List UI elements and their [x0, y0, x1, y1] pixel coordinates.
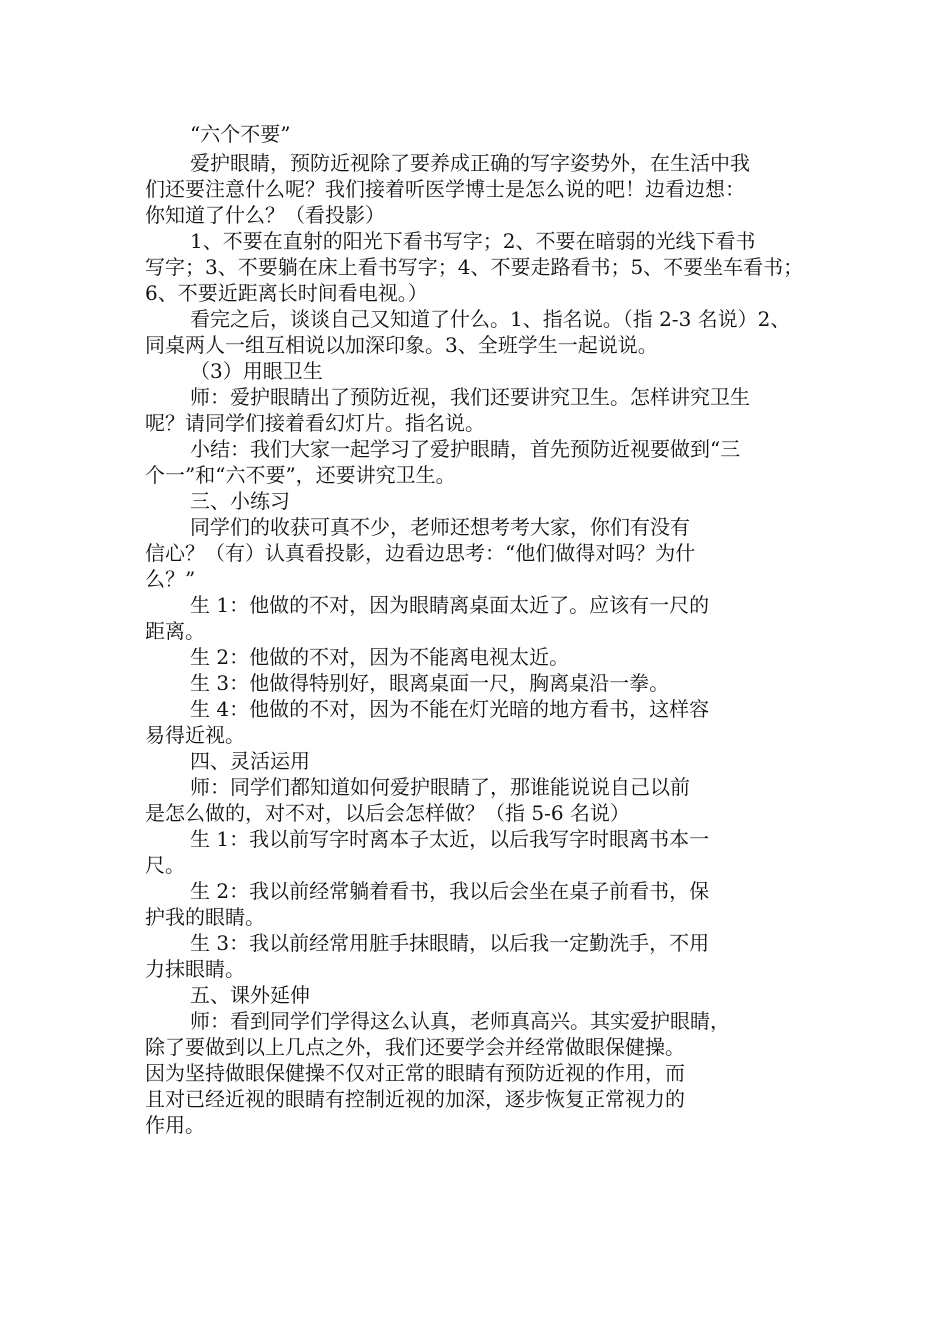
text-line: 6、不要近距离长时间看电视。） [145, 281, 428, 305]
text-line: 师：看到同学们学得这么认真，老师真高兴。其实爱护眼睛， [190, 1009, 730, 1033]
text-line: 么？” [145, 567, 196, 591]
text-line: 信心？（有）认真看投影，边看边思考：“他们做得对吗？为什 [145, 541, 696, 565]
text-line: 小结：我们大家一起学习了爱护眼睛，首先预防近视要做到“三 [190, 437, 741, 461]
text-line: 写字；3、不要躺在床上看书写字；4、不要走路看书；5、不要坐车看书； [145, 255, 804, 279]
text-line: 且对已经近视的眼睛有控制近视的加深，逐步恢复正常视力的 [145, 1087, 685, 1111]
text-line: 生 1：我以前写字时离本子太近，以后我写字时眼离书本一 [190, 827, 710, 851]
text-line: 生 2：我以前经常躺着看书，我以后会坐在桌子前看书，保 [190, 879, 710, 903]
text-line: “六个不要” [190, 122, 291, 146]
text-line: 同桌两人一组互相说以加深印象。3、全班学生一起说说。 [145, 333, 658, 357]
text-line: 因为坚持做眼保健操不仅对正常的眼睛有预防近视的作用，而 [145, 1061, 685, 1085]
text-line: 生 4：他做的不对，因为不能在灯光暗的地方看书，这样容 [190, 697, 710, 721]
text-line: 个一”和“六不要”，还要讲究卫生。 [145, 463, 456, 487]
text-line: 同学们的收获可真不少，老师还想考考大家，你们有没有 [190, 515, 690, 539]
text-line: 易得近视。 [145, 723, 245, 747]
text-line: 师：同学们都知道如何爱护眼睛了，那谁能说说自己以前 [190, 775, 690, 799]
text-line: 生 3：我以前经常用脏手抹眼睛，以后我一定勤洗手，不用 [190, 931, 710, 955]
text-line: 看完之后，谈谈自己又知道了什么。1、指名说。（指 2-3 名说）2、 [190, 307, 791, 331]
section-heading: （3）用眼卫生 [190, 359, 323, 383]
text-line: 师：爱护眼睛出了预防近视，我们还要讲究卫生。怎样讲究卫生 [190, 385, 750, 409]
text-line: 爱护眼睛，预防近视除了要养成正确的写字姿势外，在生活中我 [190, 151, 750, 175]
text-line: 生 1：他做的不对，因为眼睛离桌面太近了。应该有一尺的 [190, 593, 710, 617]
text-line: 护我的眼睛。 [145, 905, 265, 929]
text-line: 们还要注意什么呢？我们接着听医学博士是怎么说的吧！边看边想： [145, 177, 745, 201]
text-line: 你知道了什么？（看投影） [145, 203, 385, 227]
section-heading: 三、小练习 [190, 489, 290, 513]
text-line: 生 2：他做的不对，因为不能离电视太近。 [190, 645, 570, 669]
text-line: 作用。 [145, 1113, 205, 1137]
text-line: 1、不要在直射的阳光下看书写字；2、不要在暗弱的光线下看书 [190, 229, 756, 253]
text-line: 是怎么做的，对不对，以后会怎样做？（指 5-6 名说） [145, 801, 630, 825]
section-heading: 五、课外延伸 [190, 983, 310, 1007]
section-heading: 四、灵活运用 [190, 749, 310, 773]
text-line: 除了要做到以上几点之外，我们还要学会并经常做眼保健操。 [145, 1035, 685, 1059]
text-line: 距离。 [145, 619, 205, 643]
text-line: 尺。 [145, 853, 185, 877]
text-line: 生 3：他做得特别好，眼离桌面一尺，胸离桌沿一拳。 [190, 671, 670, 695]
text-line: 力抹眼睛。 [145, 957, 245, 981]
text-line: 呢？请同学们接着看幻灯片。指名说。 [145, 411, 485, 435]
